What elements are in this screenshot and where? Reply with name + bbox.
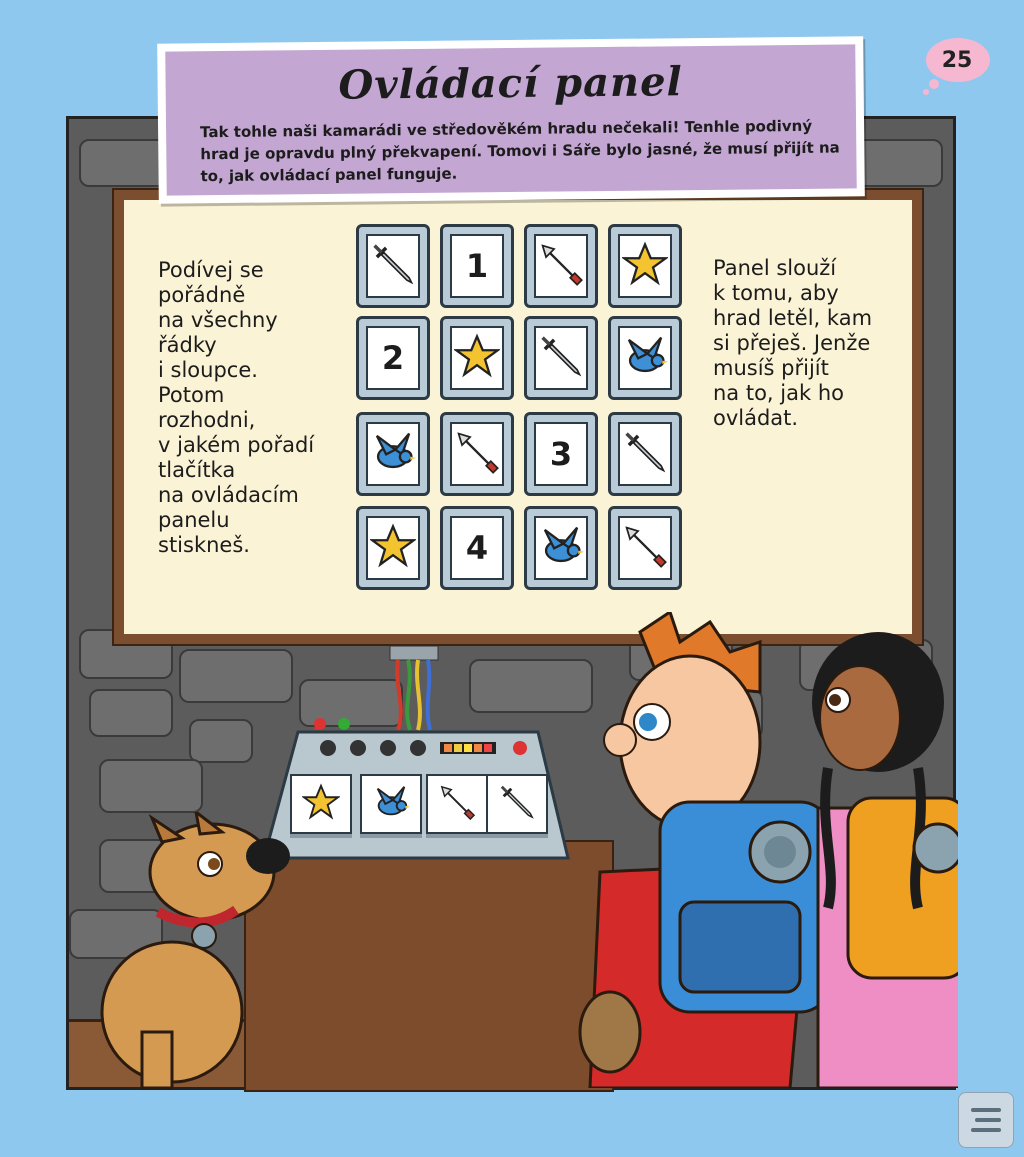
grid-tile-number <box>356 316 430 400</box>
grid-tile-star <box>608 224 682 308</box>
arrow-icon <box>622 523 668 573</box>
bird-icon <box>372 783 410 825</box>
left-instructions: Podívej se pořádně na všechny řádky i sloupce. Potom rozhodni, v jakém pořadí tlačítka na ovládacím panelu stiskneš. <box>158 258 315 557</box>
page-number-badge <box>922 34 992 96</box>
grid-tile-star <box>356 506 430 590</box>
intro-text: Tak tohle naši kamarádi ve středověkém hradu nečekali! Tenhle podivný hrad je opravdu plný překvapení. Tomovi i Sáře bylo jasné, že musí přijít na to, jak ovládací panel funguje. <box>200 116 840 186</box>
tile-number: 2 <box>381 339 405 377</box>
grid-tile-arrow <box>608 506 682 590</box>
grid-tile-sword <box>608 412 682 496</box>
console-button-arrow[interactable] <box>426 774 488 834</box>
grid-tile-bird <box>524 506 598 590</box>
star-icon <box>454 333 500 383</box>
grid-tile-arrow <box>524 224 598 308</box>
red-light-icon <box>314 718 326 730</box>
girl-illustration <box>808 628 958 1088</box>
arrow-icon <box>538 241 584 291</box>
grid-tile-sword <box>356 224 430 308</box>
page-title: Ovládací panel <box>338 58 683 109</box>
console-button-sword[interactable] <box>486 774 548 834</box>
grid-tile-number <box>524 412 598 496</box>
star-icon <box>622 241 668 291</box>
tile-number: 3 <box>549 435 573 473</box>
grid-tile-number <box>440 224 514 308</box>
star-icon <box>370 523 416 573</box>
grid-tile-number <box>440 506 514 590</box>
bird-icon <box>538 523 584 573</box>
cables <box>384 646 444 736</box>
bird-icon <box>622 333 668 383</box>
green-light-icon <box>338 718 350 730</box>
puzzle-grid <box>356 224 692 592</box>
tile-number: 4 <box>465 529 489 567</box>
grid-tile-bird <box>356 412 430 496</box>
sword-icon <box>622 429 668 479</box>
grid-tile-sword <box>524 316 598 400</box>
dog-illustration <box>72 812 312 1092</box>
arrow-icon <box>438 783 476 825</box>
header-banner <box>157 36 865 203</box>
console-button-bird[interactable] <box>360 774 422 834</box>
right-instructions: Panel slouží k tomu, aby hrad letěl, kam si přeješ. Jenže musíš přijít na to, jak ho ovládat. <box>713 256 873 430</box>
sword-icon <box>538 333 584 383</box>
grid-tile-bird <box>608 316 682 400</box>
page-number: 25 <box>941 48 973 73</box>
arrow-icon <box>454 429 500 479</box>
sword-icon <box>370 241 416 291</box>
grid-tile-arrow <box>440 412 514 496</box>
sword-icon <box>498 783 536 825</box>
bird-icon <box>370 429 416 479</box>
menu-button[interactable] <box>958 1092 1014 1148</box>
grid-tile-star <box>440 316 514 400</box>
tile-number: 1 <box>465 247 489 285</box>
